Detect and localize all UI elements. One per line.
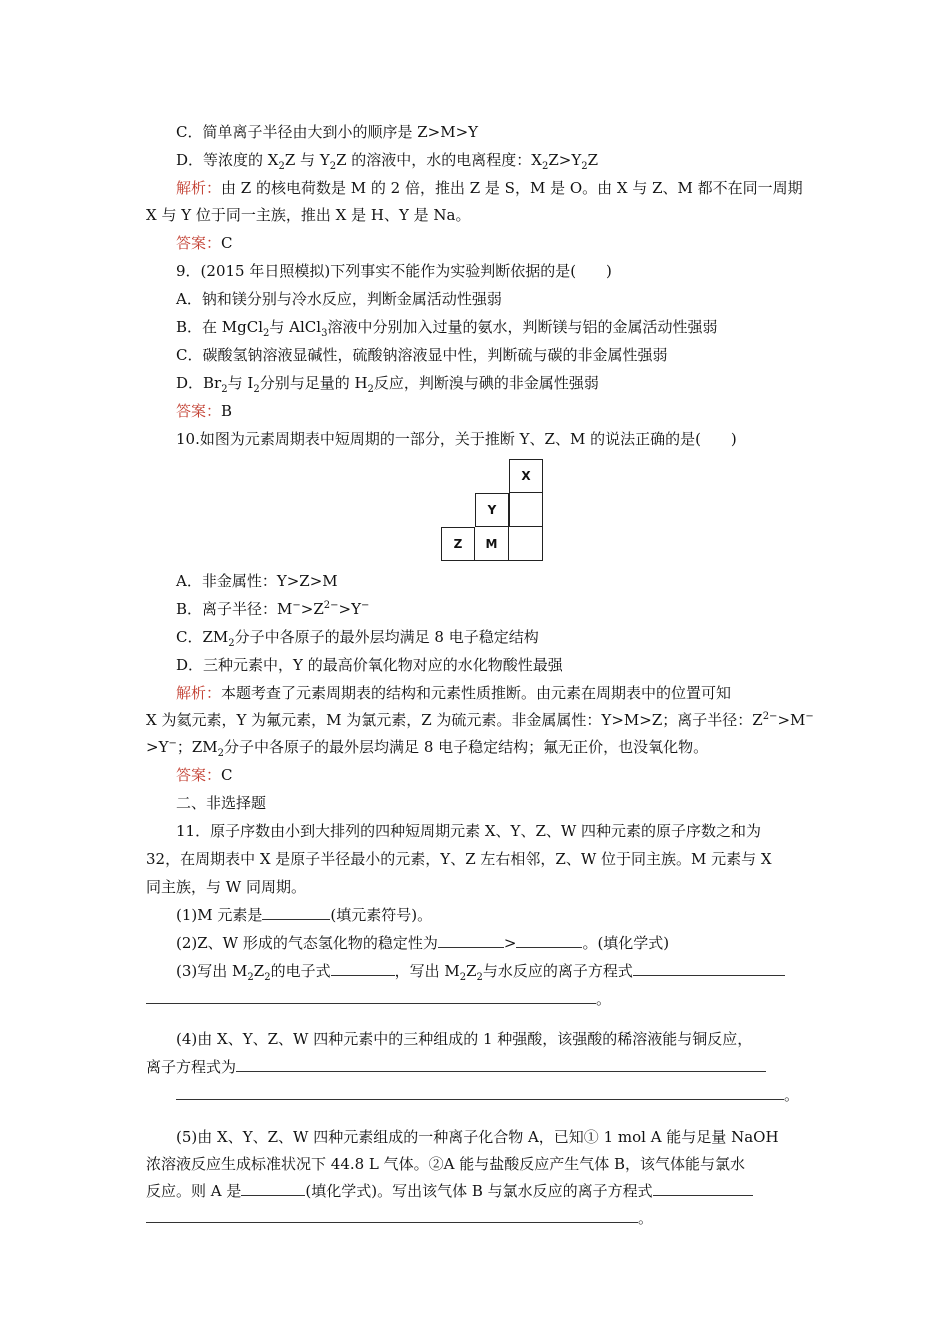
q11-part-4: (4)由 X、Y、Z、W 四种元素中的三种组成的 1 种强酸，该强酸的稀溶液能与铜反应， xyxy=(176,1030,753,1048)
q9-option-a: A．钠和镁分别与冷水反应，判断金属活动性强弱 xyxy=(176,290,502,308)
answer-blank[interactable] xyxy=(236,1057,766,1072)
q11-part-5: (5)由 X、Y、Z、W 四种元素组成的一种离子化合物 A，已知① 1 mol A 能与足量 NaOH xyxy=(176,1128,779,1146)
q11-part-4-cont-2: 。 xyxy=(176,1085,799,1105)
q10-option-d: D．三种元素中，Y 的最高价氧化物对应的水化物酸性最强 xyxy=(176,656,563,674)
q10-option-b: B．离子半径：$M^->Z^{2-}>Y^-$ xyxy=(176,600,370,618)
q8-analysis-cont: X 与 Y 位于同一主族，推出 X 是 H、Y 是 Na。 xyxy=(146,206,471,224)
q11-part-5-cont-3: 。 xyxy=(146,1208,653,1228)
cell-z: Z xyxy=(441,527,475,561)
q11-stem-3: 同主族，与 W 同周期。 xyxy=(146,878,306,896)
q10-answer: 答案：C xyxy=(176,766,233,784)
q11-part-5-cont-2: 反应。则 A 是 (填化学式)。写出该气体 B 与氯水反应的离子方程式 xyxy=(146,1181,753,1201)
q11-part-1: (1)M 元素是 (填元素符号)。 xyxy=(176,906,433,924)
answer-blank[interactable] xyxy=(633,961,785,976)
answer-blank[interactable] xyxy=(438,933,504,948)
q11-part-2: (2)Z、W 形成的气态氢化物的稳定性为 > 。(填化学式) xyxy=(176,934,670,952)
q10-option-c: C．$ZM_2$分子中各原子的最外层均满足 8 电子稳定结构 xyxy=(176,628,539,649)
section-heading: 二、非选择题 xyxy=(176,794,267,812)
cell-empty-1 xyxy=(509,493,543,527)
cell-empty-2 xyxy=(509,527,543,561)
answer-blank[interactable] xyxy=(146,1208,638,1223)
answer-blank[interactable] xyxy=(653,1181,753,1196)
answer-label: 答案： xyxy=(176,234,222,252)
answer-label: 答案： xyxy=(176,402,222,420)
cell-x: X xyxy=(509,459,543,493)
q11-part-3-cont: 。 xyxy=(146,989,611,1009)
cell-m: M xyxy=(475,527,509,561)
q10-stem: 10.如图为元素周期表中短周期的一部分，关于推断 Y、Z、M 的说法正确的是( ) xyxy=(176,430,737,448)
q9-answer: 答案：B xyxy=(176,402,233,420)
answer-blank[interactable] xyxy=(516,933,582,948)
q8-option-d: D．等浓度的 $X_2Z$ 与 $Y_2Z$ 的溶液中，水的电离程度：$X_2Z>Y_2Z$ xyxy=(176,151,599,172)
q10-option-a: A．非金属性：Y>Z>M xyxy=(176,572,338,590)
q9-stem: 9．(2015 年日照模拟)下列事实不能作为实验判断依据的是( ) xyxy=(176,262,612,280)
q8-answer: 答案：C xyxy=(176,234,233,252)
answer-blank[interactable] xyxy=(262,905,330,920)
q11-stem-1: 11．原子序数由小到大排列的四种短周期元素 X、Y、Z、W 四种元素的原子序数之和为 xyxy=(176,822,762,840)
q11-stem-2: 32，在周期表中 X 是原子半径最小的元素，Y、Z 左右相邻，Z、W 位于同主族。M 元素与 X xyxy=(146,850,772,868)
q10-analysis: 解析：本题考查了元素周期表的结构和元素性质推断。由元素在周期表中的位置可知 xyxy=(176,684,732,702)
answer-blank[interactable] xyxy=(241,1181,305,1196)
answer-label: 答案： xyxy=(176,766,222,784)
q9-option-b: B．在 MgCl$_2$与 AlCl$_3$溶液中分别加入过量的氨水，判断镁与铝的金属活动性强弱 xyxy=(176,318,718,339)
answer-blank[interactable] xyxy=(176,1085,784,1100)
q10-analysis-cont-1: X 为氦元素，Y 为氟元素，M 为氯元素，Z 为硫元素。非金属属性：Y>M>Z；离子半径：$Z^{2-}>M^-$ xyxy=(146,711,814,729)
analysis-label: 解析： xyxy=(176,179,222,197)
q9-option-d: D．$Br_2$与 $I_2$分别与足量的 $H_2$反应，判断溴与碘的非金属性强弱 xyxy=(176,374,599,395)
q10-analysis-cont-2: >Y−；$ZM_2$分子中各原子的最外层均满足 8 电子稳定结构；氟无正价，也没氧化物。 xyxy=(146,738,709,759)
q8-analysis: 解析：由 Z 的核电荷数是 M 的 2 倍，推出 Z 是 S，M 是 O。由 X 与 Z、M 都不在同一周期 xyxy=(176,179,803,197)
analysis-label: 解析： xyxy=(176,684,222,702)
q11-part-5-cont-1: 浓溶液反应生成标准状况下 44.8 L 气体。②A 能与盐酸反应产生气体 B，该气体能与氯水 xyxy=(146,1155,746,1173)
q11-part-4-cont: 离子方程式为 xyxy=(146,1057,766,1077)
answer-blank[interactable] xyxy=(331,961,395,976)
q9-option-c: C．碳酸氢钠溶液显碱性，硫酸钠溶液显中性，判断硫与碳的非金属性强弱 xyxy=(176,346,668,364)
answer-blank[interactable] xyxy=(146,989,596,1004)
q8-option-c: C．简单离子半径由大到小的顺序是 Z>M>Y xyxy=(176,123,479,141)
cell-y: Y xyxy=(475,493,509,527)
q11-part-3: (3)写出 $M_2Z_2$的电子式 ，写出 $M_2Z_2$与水反应的离子方程式 xyxy=(176,961,785,981)
